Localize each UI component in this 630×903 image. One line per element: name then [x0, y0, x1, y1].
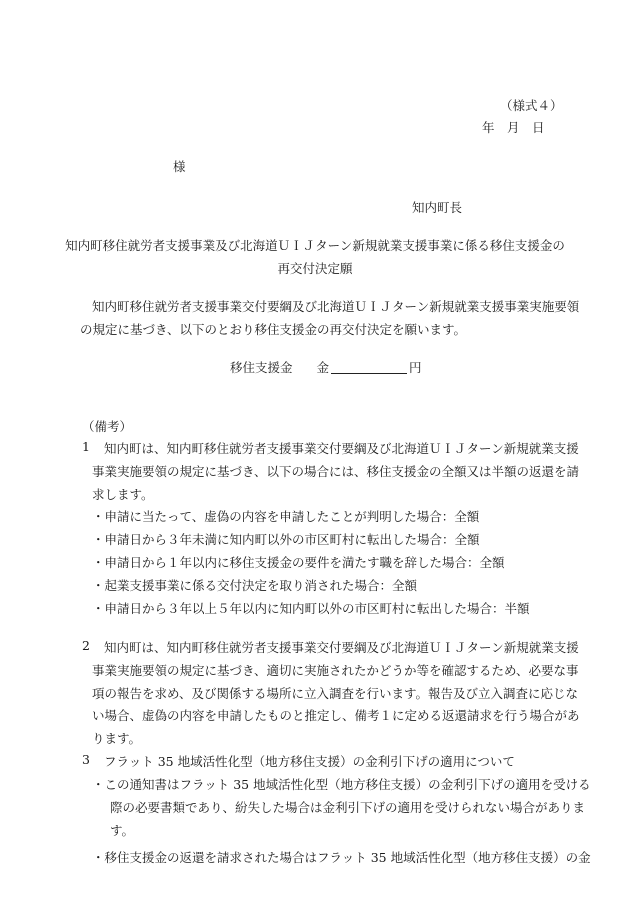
note-1-line: 求します。: [92, 487, 154, 502]
note-2-line: 項の報告を求め、及び関係する場所に立入調査を行います。報告及び立入調査に応じな: [92, 686, 579, 701]
note-3-bullet: ・この通知書はフラット 35 地域活性化型（地方移住支援）の金利引下げの適用を受ける: [92, 777, 591, 792]
document-title-line2: 再交付決定願: [277, 261, 353, 276]
note-2-line: ります。: [92, 731, 142, 746]
document-title-line1: 知内町移住就労者支援事業及び北海道ＵＩＪターン新規就業支援事業に係る移住支援金の: [65, 238, 565, 253]
issuer-name: 知内町長: [412, 200, 463, 215]
note-2-line: 事業実施要領の規定に基づき、適切に実施されたかどうか等を確認するため、必要な事: [92, 663, 579, 678]
note-1-line: 知内町は、知内町移住就労者支援事業交付要綱及び北海道ＵＩＪターン新規就業支援: [104, 441, 579, 456]
note-1-bullet: ・申請に当たって、虚偽の内容を申請したことが判明した場合：全額: [92, 509, 480, 524]
note-3-bullet-cont: す。: [110, 823, 135, 838]
addressee-honorific: 様: [173, 159, 186, 174]
amount-row: [230, 358, 422, 376]
note-1-bullet: ・起業支援事業に係る交付決定を取り消された場合：全額: [92, 578, 418, 593]
note-1-line: 事業実施要領の規定に基づき、以下の場合には、移住支援金の全額又は半額の返還を請: [92, 464, 580, 479]
note-3-bullet-cont: 際の必要書類であり、紛失した場合は金利引下げの適用を受けられない場合がありま: [110, 800, 586, 815]
notes-heading: （備考）: [82, 419, 133, 434]
note-1-number: 1: [82, 439, 90, 454]
note-1-bullet: ・申請日から１年以内に移住支援金の要件を満たす職を辞した場合：全額: [92, 555, 505, 570]
amount-label: 移住支援金: [230, 360, 293, 375]
intro-line1: 知内町移住就労者支援事業交付要綱及び北海道ＵＩＪターン新規就業支援事業実施要領: [92, 299, 580, 314]
amount-blank-line: [331, 359, 407, 374]
date-field: 年 月 日: [482, 120, 545, 135]
note-2-line: 知内町は、知内町移住就労者支援事業交付要綱及び北海道ＵＩＪターン新規就業支援: [104, 640, 579, 655]
note-1-bullet: ・申請日から３年未満に知内町以外の市区町村に転出した場合：全額: [92, 532, 480, 547]
note-3-bullet: ・移住支援金の返還を請求された場合はフラット 35 地域活性化型（地方移住支援）の金: [92, 850, 591, 865]
amount-unit: 円: [409, 360, 422, 375]
intro-line2: の規定に基づき、以下のとおり移住支援金の再交付決定を願います。: [80, 322, 467, 337]
amount-prefix: 金: [316, 360, 330, 375]
note-2-line: い場合、虚偽の内容を申請したものと推定し、備考１に定める返還請求を行う場合があ: [92, 708, 580, 723]
note-3-number: 3: [82, 752, 90, 767]
note-1-bullet: ・申請日から３年以上５年以内に知内町以外の市区町村に転出した場合：半額: [92, 601, 530, 616]
note-3-line: フラット 35 地域活性化型（地方移住支援）の金利引下げの適用について: [104, 754, 515, 769]
note-2-number: 2: [82, 638, 90, 653]
form-number: （様式４）: [500, 98, 563, 113]
